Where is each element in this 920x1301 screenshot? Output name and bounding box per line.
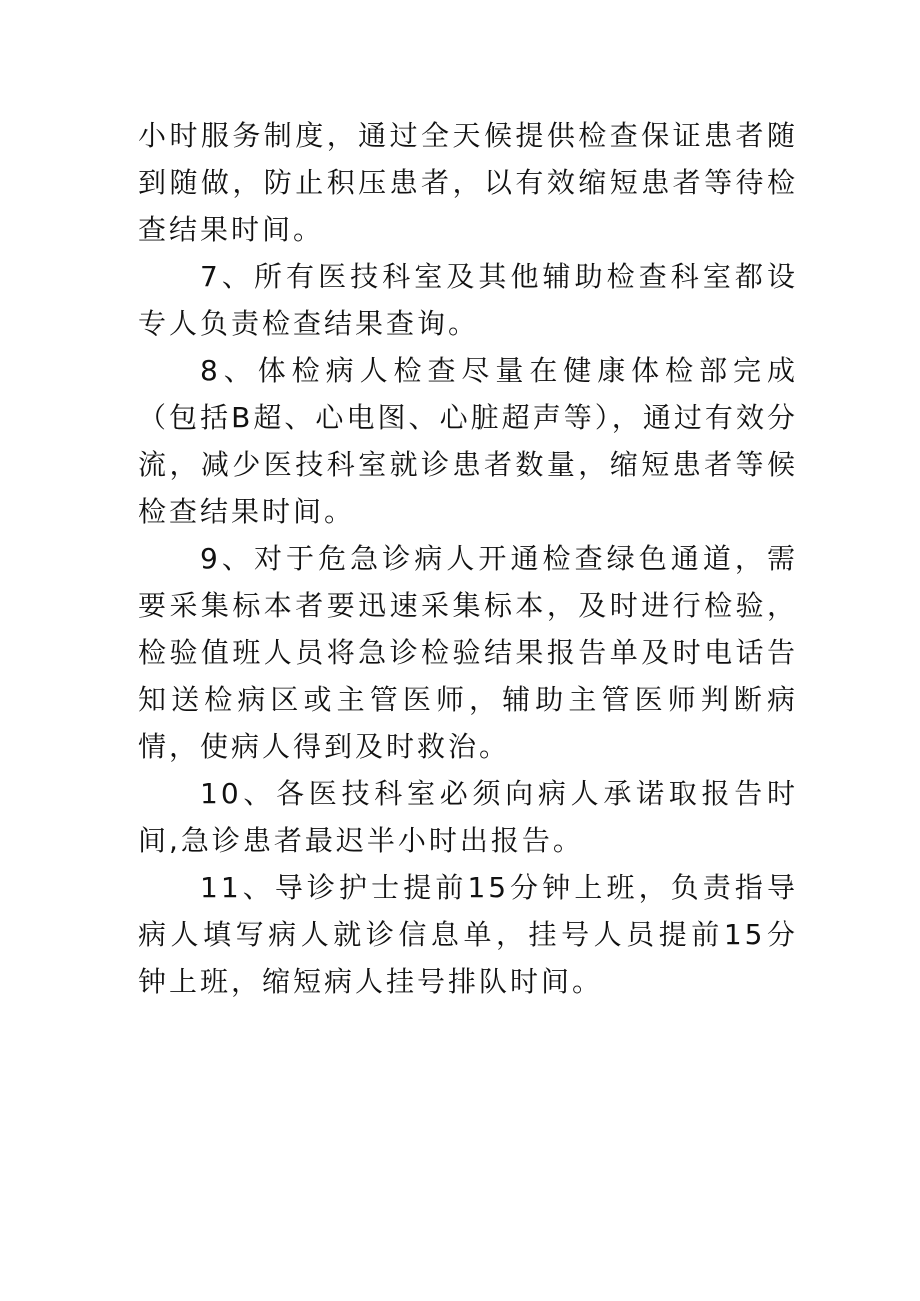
paragraph-continuation: 小时服务制度，通过全天候提供检查保证患者随到随做，防止积压患者，以有效缩短患者等待检查结果时间。	[138, 119, 798, 246]
paragraph-item-10: 10、各医技科室必须向病人承诺取报告时间,急诊患者最迟半小时出报告。	[138, 777, 798, 857]
paragraph-item-8: 8、体检病人检查尽量在健康体检部完成（包括B超、心电图、心脏超声等），通过有效分流，减少医技科室就诊患者数量，缩短患者等候检查结果时间。	[138, 354, 798, 528]
document-body	[138, 112, 798, 1005]
paragraph-item-7: 7、所有医技科室及其他辅助检查科室都设专人负责检查结果查询。	[138, 260, 798, 340]
paragraph-item-9: 9、对于危急诊病人开通检查绿色通道，需要采集标本者要迅速采集标本，及时进行检验，检验值班人员将急诊检验结果报告单及时电话告知送检病区或主管医师，辅助主管医师判断病情，使病人得到及时救治。	[138, 542, 798, 763]
paragraph-item-11: 11、导诊护士提前15分钟上班，负责指导病人填写病人就诊信息单，挂号人员提前15分钟上班，缩短病人挂号排队时间。	[138, 871, 798, 998]
